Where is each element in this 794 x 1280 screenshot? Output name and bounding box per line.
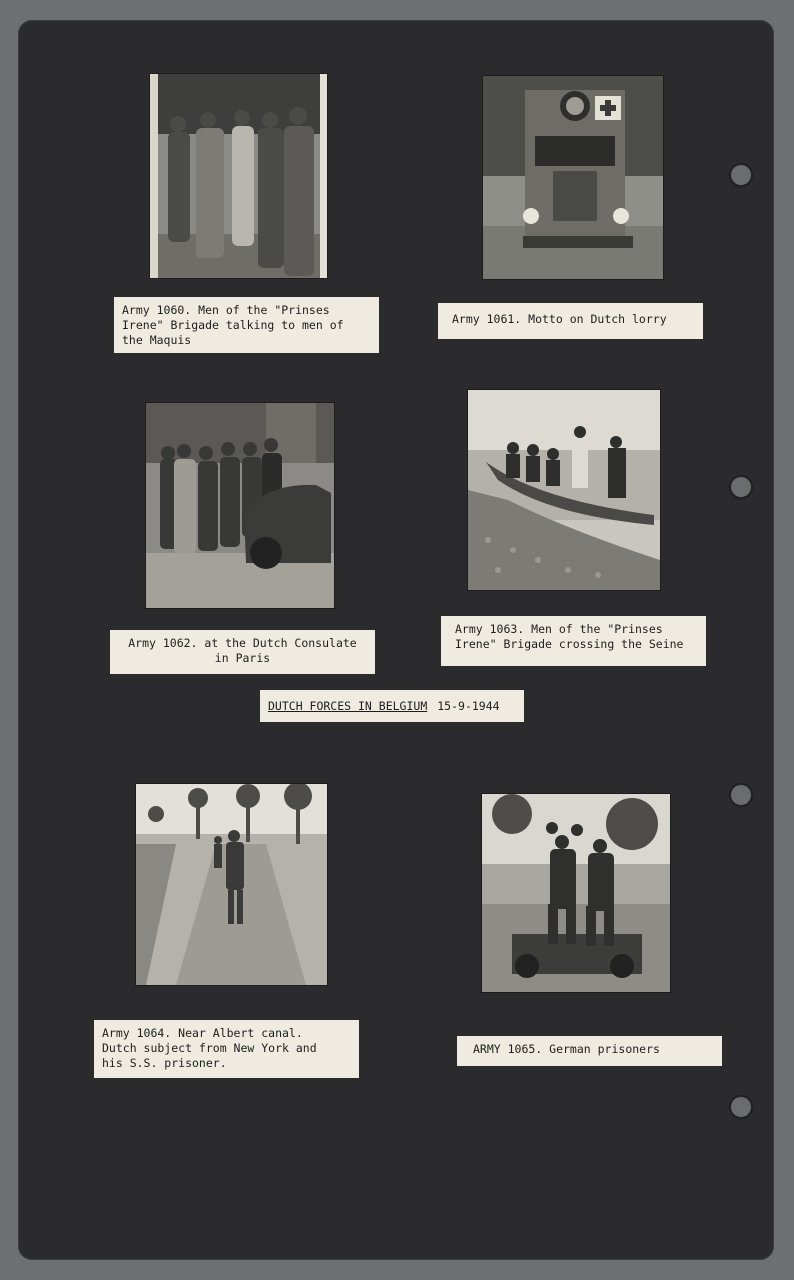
binder-hole	[728, 1094, 754, 1120]
photo-army-1060	[150, 74, 327, 278]
photo-army-1061	[483, 76, 663, 279]
caption-army-1062: Army 1062. at the Dutch Consulate in Paris	[110, 630, 375, 674]
caption-army-1060: Army 1060. Men of the "Prinses Irene" Brigade talking to men of the Maquis	[114, 297, 379, 353]
binder-hole	[728, 474, 754, 500]
caption-army-1065: ARMY 1065. German prisoners	[457, 1036, 722, 1066]
heading-date: 15-9-1944	[437, 699, 500, 713]
binder-hole	[728, 162, 754, 188]
photo-army-1062	[146, 403, 334, 608]
photo-army-1065	[482, 794, 670, 992]
heading-title: DUTCH FORCES IN BELGIUM	[268, 699, 428, 713]
photo-army-1064	[136, 784, 327, 985]
caption-army-1061: Army 1061. Motto on Dutch lorry	[438, 303, 703, 339]
album-page	[18, 20, 774, 1260]
binder-hole	[728, 782, 754, 808]
photo-army-1063	[468, 390, 660, 590]
caption-army-1064: Army 1064. Near Albert canal. Dutch subject from New York and his S.S. prisoner.	[94, 1020, 359, 1078]
caption-army-1063: Army 1063. Men of the "Prinses Irene" Brigade crossing the Seine	[441, 616, 706, 666]
section-heading	[260, 690, 524, 722]
